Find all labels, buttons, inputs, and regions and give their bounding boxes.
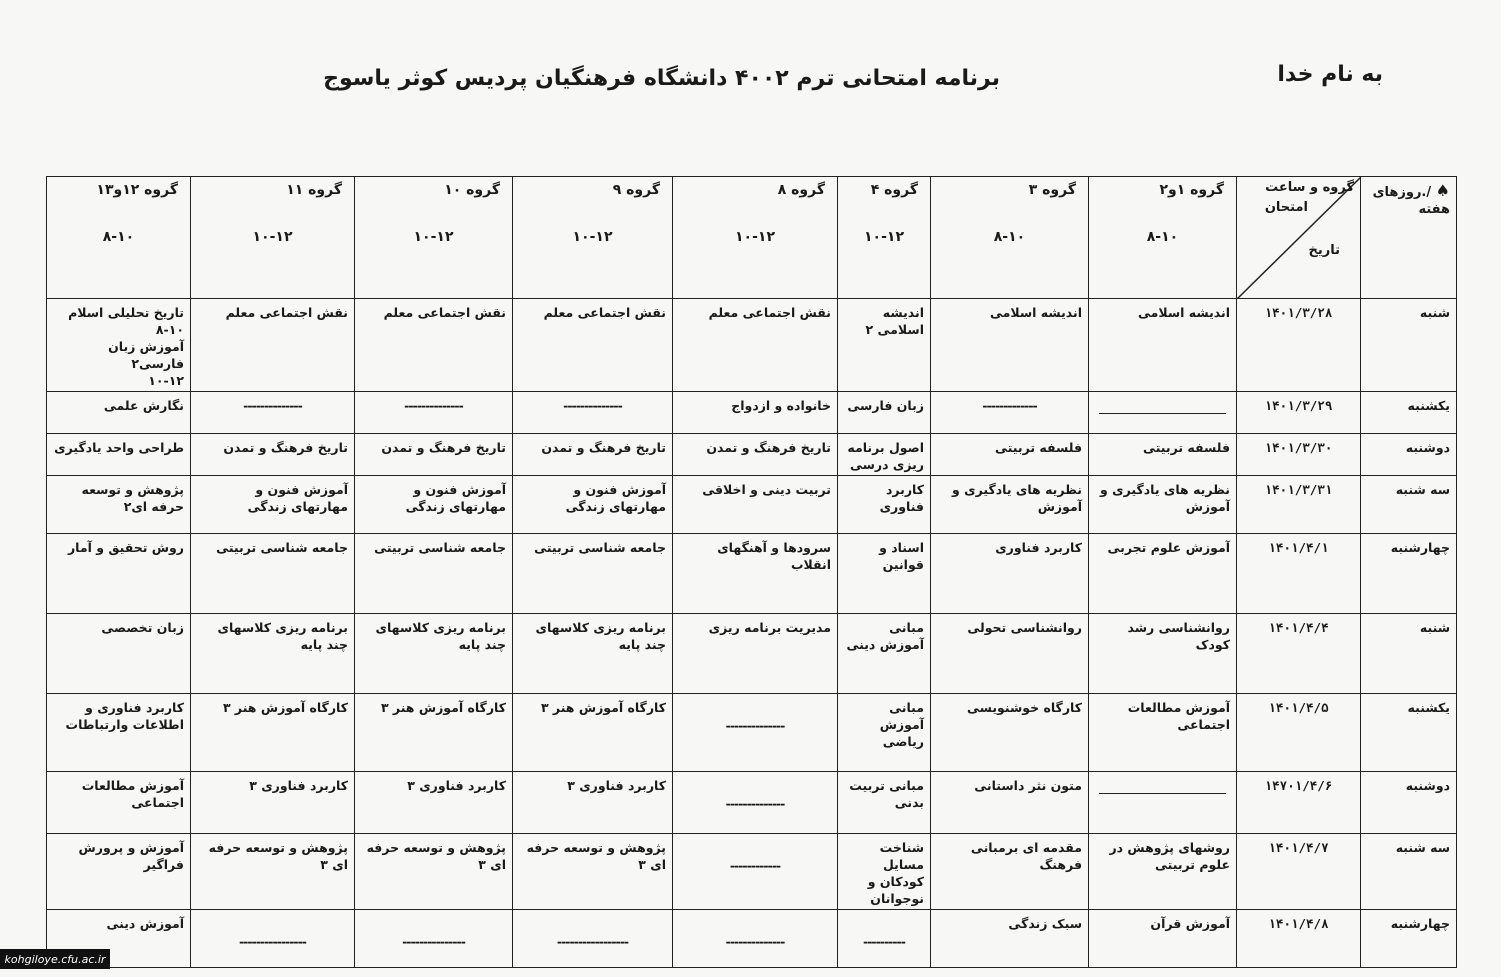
group-name: گروه ۴ (870, 182, 918, 198)
no-exam-dashes: -------------- (243, 398, 302, 413)
course-name: ۱۰-۱۲ (148, 373, 184, 388)
group-header (47, 177, 191, 299)
course-name: شناخت مسایل کودکان و نوجوانان (867, 840, 924, 906)
course-name: تربیت دینی و اخلاقی (702, 482, 831, 497)
no-exam-dashes: ----------------- (556, 934, 629, 949)
course-cell (931, 614, 1089, 694)
course-cell (673, 614, 838, 694)
course-cell (47, 694, 191, 772)
day-column-header (1361, 177, 1457, 299)
course-cell (838, 910, 931, 968)
course-name: پژوهش و توسعه حرفه ای ۳ (366, 840, 506, 872)
course-cell (355, 614, 513, 694)
date-cell: ۱۴۰۱/۳/۳۰ (1237, 434, 1361, 476)
group-time: ۱۰-۱۲ (413, 229, 454, 245)
day-header-label: /.روزهای هفته (1372, 185, 1450, 217)
course-cell (355, 834, 513, 910)
course-name: نظریه های یادگیری و آموزش (952, 482, 1082, 514)
course-name: کاربرد فناوری ۳ (407, 778, 506, 793)
course-name: نقش اجتماعی معلم (543, 305, 666, 320)
course-name: روانشناسی تحولی (967, 620, 1082, 635)
course-name: کاربرد فناوری (995, 540, 1082, 555)
group-header (513, 177, 673, 299)
course-cell (673, 534, 838, 614)
course-cell (513, 299, 673, 392)
date-cell: ۱۴۷۰۱/۴/۶ (1237, 772, 1361, 834)
course-cell (931, 392, 1089, 434)
course-name: آموزش دینی (106, 916, 184, 931)
group-time: ۱۰-۱۲ (864, 229, 904, 245)
date-cell: ۱۴۰۱/۴/۵ (1237, 694, 1361, 772)
group-header (191, 177, 355, 299)
course-cell (931, 476, 1089, 534)
course-cell (673, 299, 838, 392)
course-cell (1089, 910, 1237, 968)
date-cell: ۱۴۰۱/۴/۸ (1237, 910, 1361, 968)
group-header (838, 177, 931, 299)
course-name: آموزش فنون و مهارتهای زندگی (247, 482, 348, 514)
course-cell (1089, 614, 1237, 694)
course-cell (513, 834, 673, 910)
course-name: کارگاه آموزش هنر ۳ (540, 700, 666, 715)
table-row (47, 392, 1457, 434)
corner-group-time-label: گروه و ساعت (1265, 180, 1354, 195)
course-name: آموزش فنون و مهارتهای زندگی (405, 482, 506, 514)
course-cell (355, 476, 513, 534)
course-name: تاریخ فرهنگ و تمدن (381, 440, 506, 455)
course-cell (1089, 392, 1237, 434)
group-name: گروه ۳ (1028, 182, 1076, 198)
course-name: برنامه ریزی کلاسهای چند پایه (217, 620, 348, 652)
course-name: اصول برنامه ریزی درسی (847, 440, 924, 472)
course-cell (1089, 834, 1237, 910)
course-cell (191, 694, 355, 772)
course-cell (838, 534, 931, 614)
no-exam-dashes: -------------- (404, 398, 463, 413)
day-cell: سه شنبه (1361, 476, 1457, 534)
basmala: به نام خدا (1277, 62, 1383, 87)
course-name: اندیشه اسلامی ۲ (865, 305, 924, 337)
course-name: نقش اجتماعی معلم (708, 305, 831, 320)
course-cell (47, 392, 191, 434)
course-cell (513, 910, 673, 968)
group-header (355, 177, 513, 299)
course-cell (673, 772, 838, 834)
course-name: آموزش زبان فارسی۲ (108, 339, 184, 371)
course-cell (931, 434, 1089, 476)
course-cell (355, 434, 513, 476)
course-cell (838, 834, 931, 910)
no-exam-dashes: --------------- (402, 934, 465, 949)
table-row (47, 476, 1457, 534)
date-cell: ۱۴۰۱/۳/۲۹ (1237, 392, 1361, 434)
course-cell (673, 910, 838, 968)
course-cell (355, 694, 513, 772)
course-name: برنامه ریزی کلاسهای چند پایه (535, 620, 666, 652)
course-cell (673, 694, 838, 772)
course-name: سبک زندگی (1008, 916, 1082, 931)
course-name: طراحی واحد یادگیری (54, 440, 184, 455)
course-name: آموزش علوم تجربی (1107, 540, 1230, 555)
course-name: پژوهش و توسعه حرفه ای۲ (81, 482, 184, 514)
no-exam-dashes: ------------ (729, 858, 781, 873)
table-row (47, 834, 1457, 910)
course-cell (47, 772, 191, 834)
course-name: نگارش علمی (103, 398, 184, 413)
course-name: زبان فارسی (847, 398, 924, 413)
no-exam-dashes: -------------- (725, 796, 785, 811)
course-cell (1089, 434, 1237, 476)
course-cell (513, 614, 673, 694)
course-cell (1089, 476, 1237, 534)
table-row (47, 772, 1457, 834)
group-name: گروه ۹ (612, 182, 660, 198)
course-cell (191, 834, 355, 910)
course-cell (673, 476, 838, 534)
course-cell (47, 614, 191, 694)
table-row (47, 614, 1457, 694)
group-time: ۸-۱۰ (1146, 229, 1179, 245)
course-name: اندیشه اسلامی (990, 305, 1082, 320)
course-cell (47, 476, 191, 534)
page-title: برنامه امتحانی ترم ۴۰۰۲ دانشگاه فرهنگیان پردیس کوثر یاسوج (323, 66, 1000, 91)
day-cell: شنبه (1361, 614, 1457, 694)
course-name: مبانی تربیت بدنی (849, 778, 924, 810)
group-time: ۸-۱۰ (993, 229, 1026, 245)
schedule-body (47, 299, 1457, 968)
course-cell (513, 392, 673, 434)
course-cell (931, 772, 1089, 834)
group-name: گروه ۱و۲ (1159, 182, 1224, 198)
header-row (47, 177, 1457, 299)
course-name: فلسفه تربیتی (995, 440, 1082, 455)
course-name: سرودها و آهنگهای انقلاب (717, 540, 831, 572)
course-name: برنامه ریزی کلاسهای چند پایه (375, 620, 506, 652)
course-name: تاریخ فرهنگ و تمدن (541, 440, 666, 455)
course-cell (673, 834, 838, 910)
date-cell: ۱۴۰۱/۳/۳۱ (1237, 476, 1361, 534)
course-cell (513, 534, 673, 614)
course-cell (191, 534, 355, 614)
blank-line (1099, 409, 1226, 414)
course-name: جامعه شناسی تربیتی (216, 540, 348, 555)
course-name: آموزش و پرورش فراگیر (78, 840, 184, 872)
day-cell: شنبه (1361, 299, 1457, 392)
date-cell: ۱۴۰۱/۴/۱ (1237, 534, 1361, 614)
course-cell (1089, 694, 1237, 772)
course-name: کاربرد فناوری (879, 482, 924, 514)
course-cell (47, 834, 191, 910)
blank-line (1099, 789, 1226, 794)
course-name: اندیشه اسلامی (1138, 305, 1230, 320)
no-exam-dashes: -------------- (563, 398, 622, 413)
date-cell: ۱۴۰۱/۴/۷ (1237, 834, 1361, 910)
corner-date-label: تاریخ (1308, 243, 1340, 258)
day-cell: سه شنبه (1361, 834, 1457, 910)
course-name: تاریخ فرهنگ و تمدن (706, 440, 831, 455)
course-cell (513, 476, 673, 534)
spade-icon: ♠ (1435, 181, 1450, 200)
day-cell: چهارشنبه (1361, 534, 1457, 614)
day-cell: دوشنبه (1361, 434, 1457, 476)
date-cell: ۱۴۰۱/۳/۲۸ (1237, 299, 1361, 392)
course-name: مقدمه ای برمبانی فرهنگ (970, 840, 1082, 872)
course-cell (191, 434, 355, 476)
course-cell (191, 476, 355, 534)
course-name: کاربرد فناوری و اطلاعات وارتباطات (65, 700, 184, 732)
course-cell (47, 534, 191, 614)
course-cell (191, 392, 355, 434)
site-watermark: kohgiloye.cfu.ac.ir (0, 949, 110, 969)
group-name: گروه ۱۲و۱۳ (96, 182, 178, 198)
day-cell: یکشنبه (1361, 694, 1457, 772)
course-name: مبانی آموزش ریاضی (879, 700, 924, 749)
course-cell (838, 392, 931, 434)
table-row (47, 299, 1457, 392)
course-name: اسناد و قوانین (879, 540, 924, 572)
course-name: جامعه شناسی تربیتی (374, 540, 506, 555)
exam-schedule-table (46, 176, 1457, 968)
course-cell (47, 299, 191, 392)
course-cell (673, 392, 838, 434)
course-name: تاریخ فرهنگ و تمدن (223, 440, 348, 455)
group-header (931, 177, 1089, 299)
group-time: ۱۰-۱۲ (735, 229, 775, 245)
course-cell (47, 434, 191, 476)
course-name: مبانی آموزش دینی (846, 620, 924, 652)
table-row (47, 910, 1457, 968)
day-cell: دوشنبه (1361, 772, 1457, 834)
course-name: زبان تخصصی (101, 620, 184, 635)
course-name: کارگاه خوشنویسی (967, 700, 1082, 715)
course-cell (513, 772, 673, 834)
course-cell (191, 299, 355, 392)
course-cell (931, 534, 1089, 614)
group-header (673, 177, 838, 299)
group-name: گروه ۱۱ (286, 182, 342, 198)
course-cell (931, 834, 1089, 910)
course-name: کارگاه آموزش هنر ۳ (222, 700, 348, 715)
course-cell (838, 299, 931, 392)
course-cell (355, 534, 513, 614)
course-name: جامعه شناسی تربیتی (534, 540, 666, 555)
course-name: نقش اجتماعی معلم (383, 305, 506, 320)
course-cell (355, 299, 513, 392)
course-cell (838, 772, 931, 834)
group-time: ۱۰-۱۲ (572, 229, 613, 245)
course-name: کاربرد فناوری ۳ (567, 778, 666, 793)
no-exam-dashes: -------------- (725, 718, 785, 733)
course-name: خانواده و ازدواج (731, 398, 831, 413)
course-cell (355, 910, 513, 968)
course-name: آموزش فنون و مهارتهای زندگی (565, 482, 666, 514)
course-name: متون نثر داستانی (974, 778, 1082, 793)
course-name: نقش اجتماعی معلم (225, 305, 348, 320)
group-time: ۸-۱۰ (102, 229, 135, 245)
course-name: ۸-۱۰ (155, 322, 184, 337)
course-name: روش تحقیق و آمار (67, 540, 184, 555)
course-name: نظریه های یادگیری و آموزش (1100, 482, 1230, 514)
no-exam-dashes: ---------- (863, 934, 905, 949)
course-name: روانشناسی رشد کودک (1127, 620, 1230, 652)
course-cell (1089, 772, 1237, 834)
day-cell: چهارشنبه (1361, 910, 1457, 968)
course-name: روشهای پژوهش در علوم تربیتی (1109, 840, 1230, 872)
course-cell (931, 694, 1089, 772)
course-cell (931, 910, 1089, 968)
table-row (47, 434, 1457, 476)
course-cell (191, 910, 355, 968)
course-name: کاربرد فناوری ۳ (249, 778, 348, 793)
group-time: ۱۰-۱۲ (252, 229, 293, 245)
course-cell (513, 434, 673, 476)
group-name: گروه ۱۰ (444, 182, 500, 198)
day-cell: یکشنبه (1361, 392, 1457, 434)
course-name: آموزش مطالعات اجتماعی (81, 778, 184, 810)
course-cell (838, 614, 931, 694)
course-cell (1089, 299, 1237, 392)
course-cell (838, 476, 931, 534)
course-name: پژوهش و توسعه حرفه ای ۳ (208, 840, 348, 872)
corner-exam-label: امتحان (1264, 200, 1308, 215)
table-row (47, 534, 1457, 614)
course-cell (191, 614, 355, 694)
course-cell (931, 299, 1089, 392)
course-cell (1089, 534, 1237, 614)
course-cell (513, 694, 673, 772)
corner-header-cell (1237, 177, 1361, 299)
course-cell (673, 434, 838, 476)
course-name: تاریخ تحلیلی اسلام (68, 305, 184, 320)
course-name: آموزش مطالعات اجتماعی (1127, 700, 1230, 732)
course-cell (355, 392, 513, 434)
no-exam-dashes: ------------- (982, 398, 1037, 413)
course-name: پژوهش و توسعه حرفه ای ۳ (526, 840, 666, 872)
course-cell (355, 772, 513, 834)
no-exam-dashes: ---------------- (238, 934, 306, 949)
group-header (1089, 177, 1237, 299)
course-cell (838, 694, 931, 772)
date-cell: ۱۴۰۱/۴/۴ (1237, 614, 1361, 694)
course-name: مدیریت برنامه ریزی (708, 620, 831, 635)
course-cell (838, 434, 931, 476)
course-cell (191, 772, 355, 834)
course-name: فلسفه تربیتی (1143, 440, 1230, 455)
no-exam-dashes: -------------- (725, 934, 785, 949)
table-row (47, 694, 1457, 772)
group-name: گروه ۸ (777, 182, 825, 198)
course-name: کارگاه آموزش هنر ۳ (380, 700, 506, 715)
course-name: آموزش قرآن (1150, 916, 1230, 931)
